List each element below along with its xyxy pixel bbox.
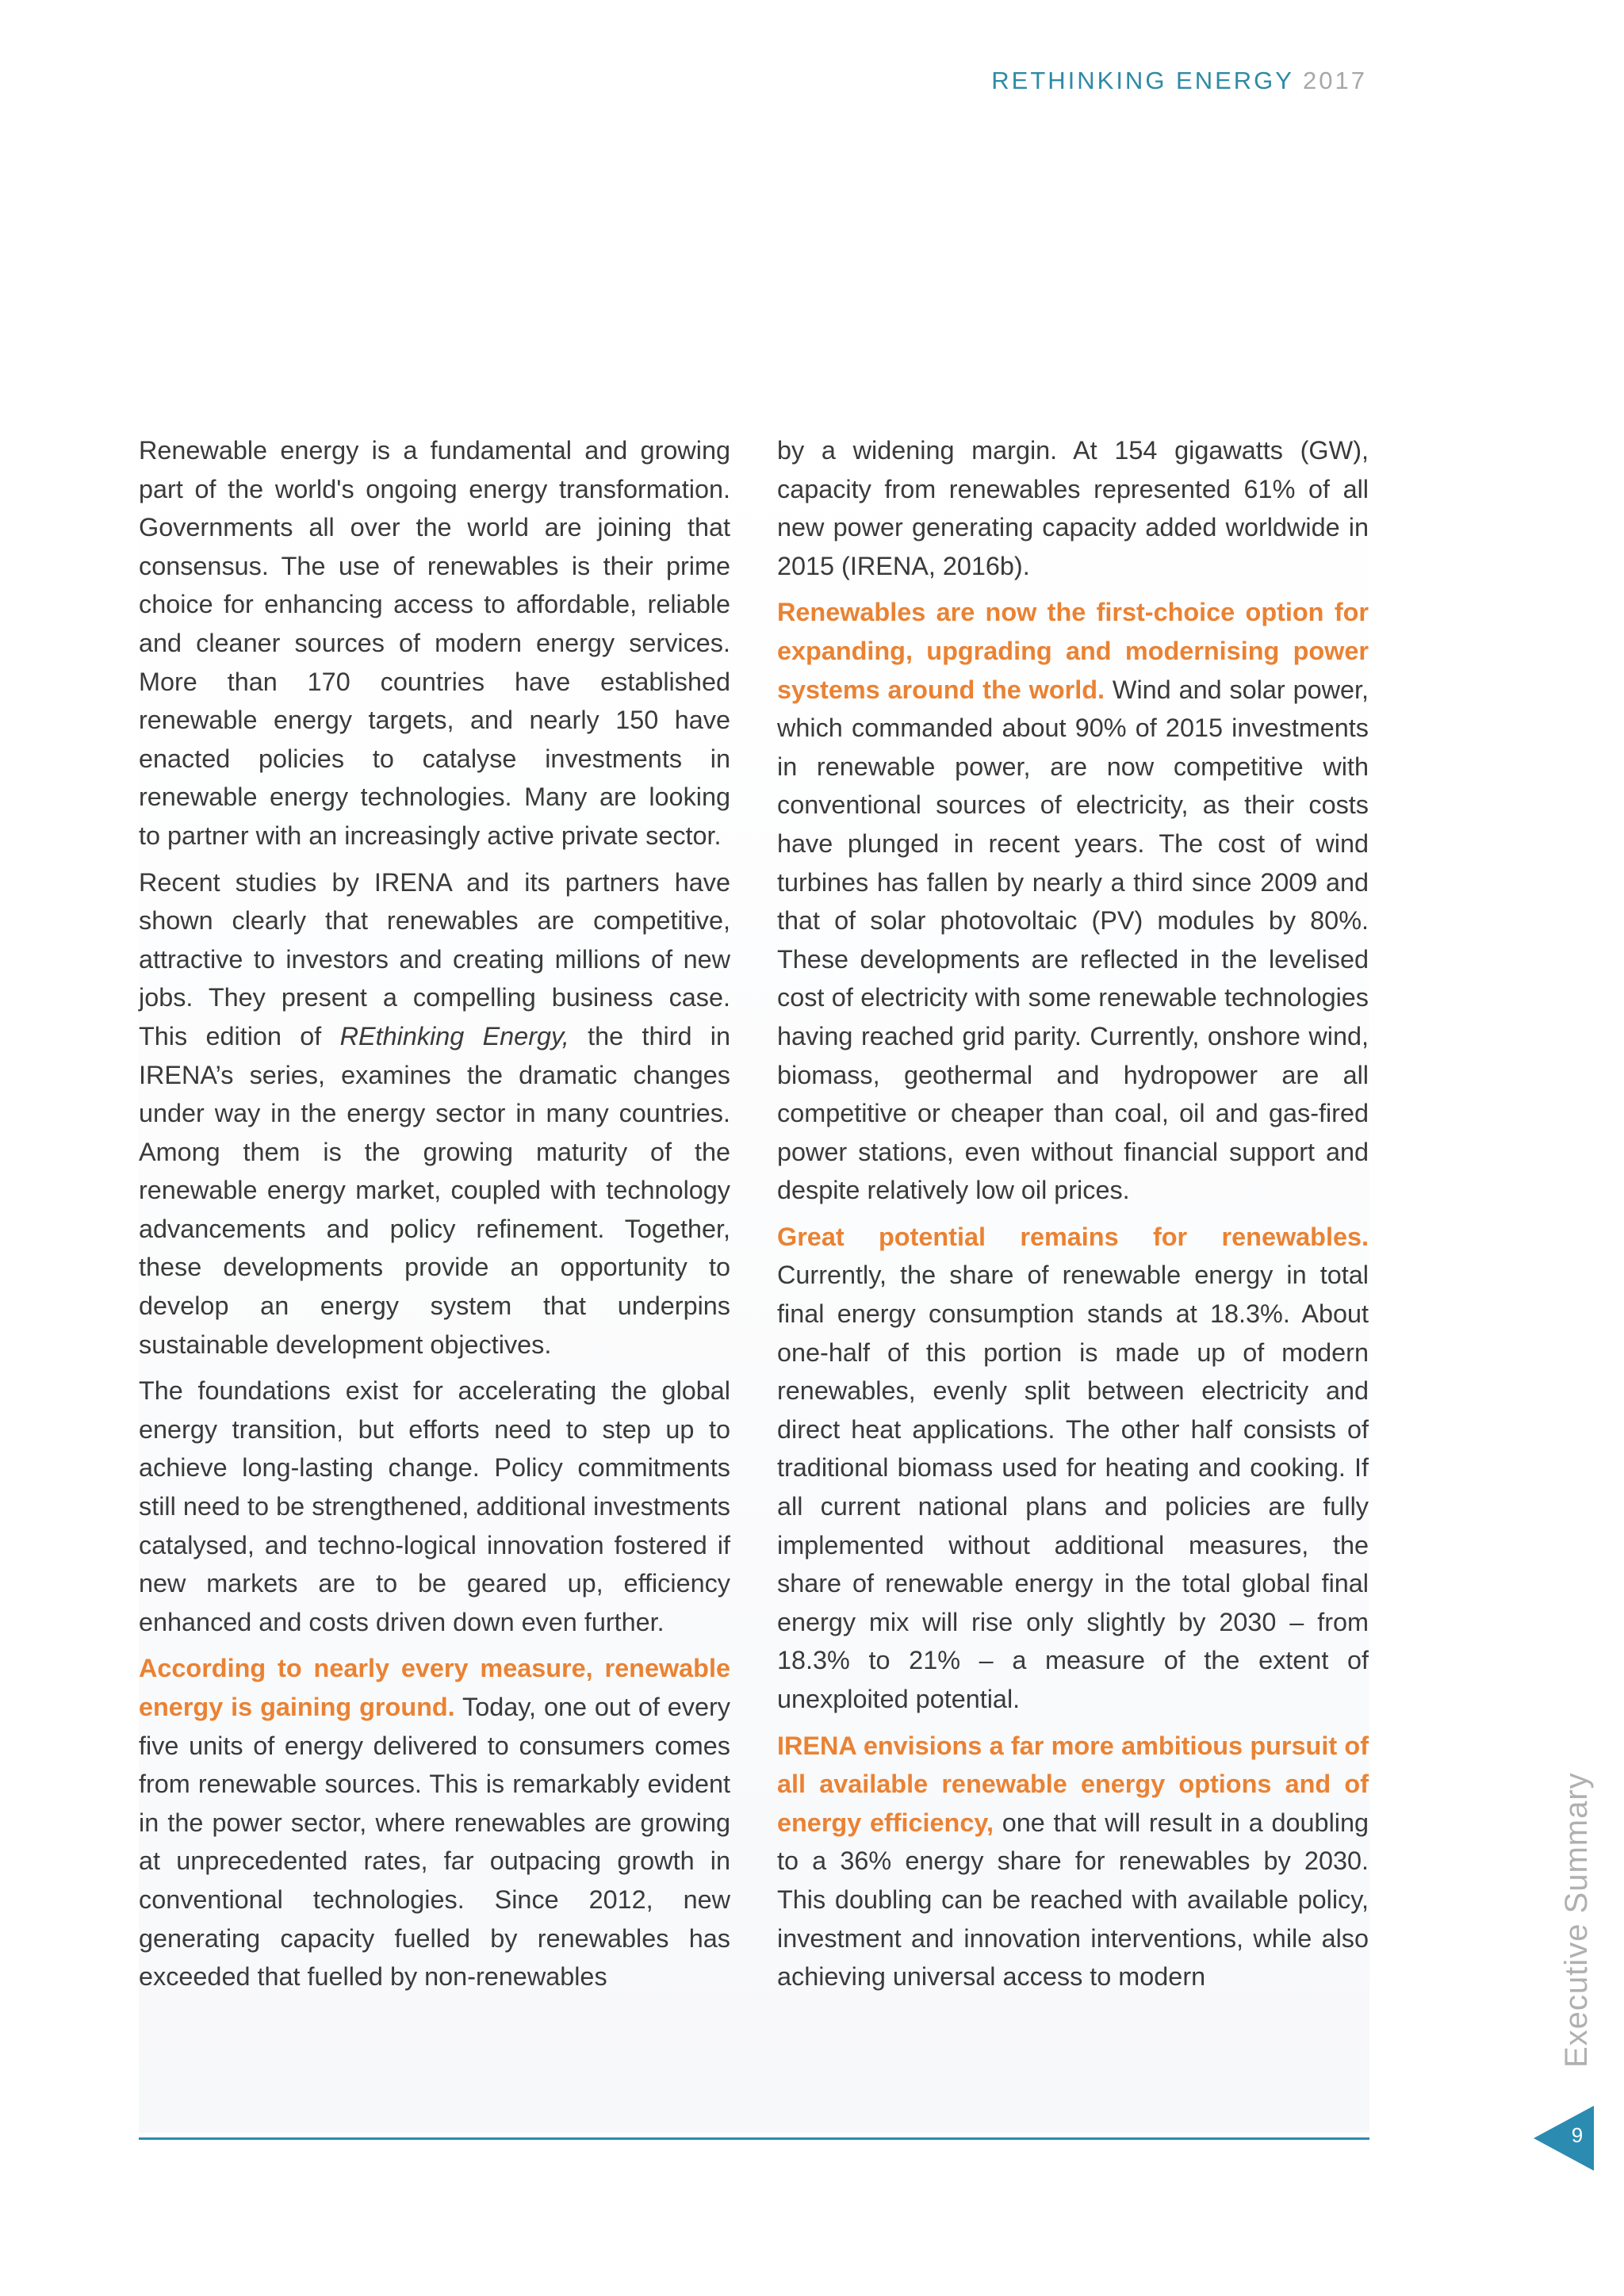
paragraph: IRENA envisions a far more ambitious pursuit of all available renewable energy options and of energy efficiency, one that will result in a doubling to a 36% energy share for renewables by 2030. This doubling can be reached with available policy, investment and innovation interventions, while also achieving universal access to modern — [777, 1731, 1369, 1992]
lead-highlight: IRENA envisions a far more ambitious pursuit of all available renewable energy options and of energy efficiency, — [777, 1731, 1369, 1837]
page-number: 9 — [1571, 2123, 1584, 2147]
paragraph: The foundations exist for accelerating the global energy transition, but efforts need to step up to achieve long-lasting change. Policy commitments still need to be strengthened, additional investments catalysed, and techno-logical innovation fostered if new markets are to be geared up, efficiency enhanced and costs driven down even further. — [139, 1376, 730, 1636]
header-title: RETHINKING ENERGY — [991, 67, 1294, 94]
page-number-marker — [1534, 2106, 1594, 2171]
section-side-label — [1559, 1774, 1592, 2068]
paragraph: Renewables are now the first-choice option for expanding, upgrading and modernising power systems around the world. Wind and solar power, which commanded about 90% of 2015 investments in renewable power, are now competitive with conventional sources of electricity, as their costs have plunged in recent years. The cost of wind turbines has fallen by nearly a third since 2009 and that of solar photovoltaic (PV) modules by 80%. These developments are reflected in the levelised cost of electricity with some renewable technologies having reached grid parity. Currently, onshore wind, biomass, geothermal and hydropower are all competitive or cheaper than coal, oil and gas-fired power stations, even without financial support and despite relatively low oil prices. — [777, 598, 1369, 1205]
paragraph: According to nearly every measure, renewable energy is gaining ground. Today, one out of every five units of energy delivered to consumers comes from renewable sources. This is remarkably evident in the power sector, where renewables are growing at unprecedented rates, far outpacing growth in conventional technologies. Since 2012, new generating capacity fuelled by renewables has exceeded that fuelled by non-renewables — [139, 1654, 730, 1992]
paragraph: by a widening margin. At 154 gigawatts (GW), capacity from renewables represented 61% of all new power generating capacity added worldwide in 2015 (IRENA, 2016b). — [777, 436, 1369, 580]
lead-highlight: Renewables are now the first-choice option for expanding, upgrading and modernising power systems around the world. — [777, 598, 1369, 704]
header-year: 2017 — [1303, 67, 1367, 94]
lead-highlight: According to nearly every measure, renewable energy is gaining ground. — [139, 1654, 730, 1721]
publication-title-italic: REthinking Energy, — [339, 1021, 569, 1050]
paragraph: Renewable energy is a fundamental and growing part of the world's ongoing energy transformation. Governments all over the world are joining that consensus. The use of renewables is their prime choice for enhancing access to affordable, reliable and cleaner sources of modern energy services. More than 170 countries have established renewable energy targets, and nearly 150 have enacted policies to catalyse investments in renewable energy technologies. Many are looking to partner with an increasingly active private sector. — [139, 436, 730, 850]
running-header — [991, 67, 1367, 95]
section-label-text: Executive Summary — [1559, 1772, 1594, 2068]
footer-rule — [139, 2137, 1369, 2140]
paragraph: Recent studies by IRENA and its partners have shown clearly that renewables are competitive, attractive to investors and creating millions of new jobs. They present a compelling business case. This edition of REthinking Energy, the third in IRENA’s series, examines the dramatic changes under way in the energy sector in many countries. Among them is the growing maturity of the renewable energy market, coupled with technology advancements and policy refinement. Together, these developments provide an opportunity to develop an energy system that underpins sustainable development objectives. — [139, 867, 730, 1359]
right-column — [777, 431, 1369, 2004]
lead-highlight: Great potential remains for renewables. — [777, 1222, 1369, 1251]
left-column — [139, 431, 730, 2004]
paragraph: Great potential remains for renewables. Currently, the share of renewable energy in total final energy consumption stands at 18.3%. About one-half of this portion is made up of modern renewables, evenly split between electricity and direct heat applications. The other half consists of traditional biomass used for heating and cooking. If all current national plans and policies are fully implemented without additional measures, the share of renewable energy in the total global final energy mix will rise only slightly by 2030 – from 18.3% to 21% – a measure of the extent of unexploited potential. — [777, 1222, 1369, 1713]
